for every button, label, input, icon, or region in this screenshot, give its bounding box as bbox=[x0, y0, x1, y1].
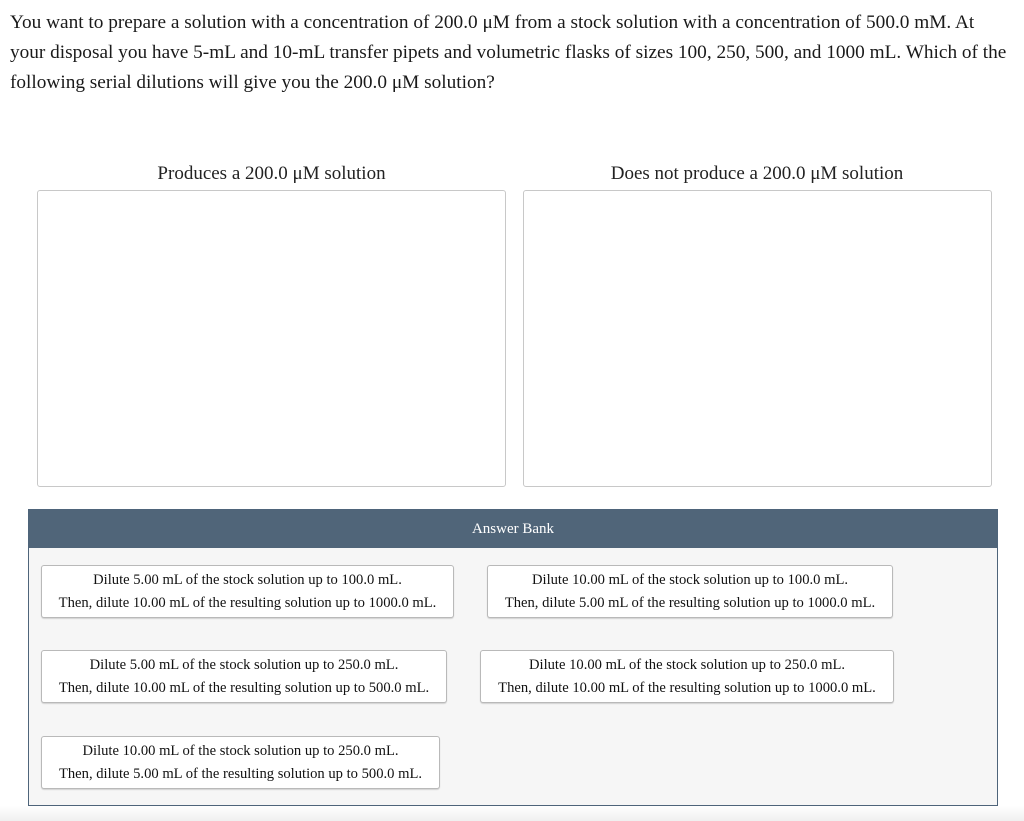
answer-card[interactable] bbox=[41, 736, 440, 789]
answer-card-line-2: Then, dilute 10.00 mL of the resulting solution up to 1000.0 mL. bbox=[498, 680, 876, 696]
answer-bank bbox=[28, 509, 998, 806]
drop-zone-produces[interactable] bbox=[37, 190, 506, 487]
answer-card-line-1: Dilute 10.00 mL of the stock solution up to 250.0 mL. bbox=[82, 743, 399, 759]
answer-card[interactable] bbox=[41, 650, 447, 703]
answer-card-line-1: Dilute 5.00 mL of the stock solution up to 250.0 mL. bbox=[89, 657, 399, 673]
answer-card[interactable] bbox=[487, 565, 893, 618]
answer-card-line-2: Then, dilute 5.00 mL of the resulting solution up to 500.0 mL. bbox=[58, 766, 423, 782]
answer-card[interactable] bbox=[41, 565, 454, 618]
answer-card-line-1: Dilute 10.00 mL of the stock solution up to 250.0 mL. bbox=[528, 657, 846, 673]
answer-card-line-1: Dilute 10.00 mL of the stock solution up to 100.0 mL. bbox=[531, 572, 849, 588]
answer-card-line-2: Then, dilute 10.00 mL of the resulting solution up to 500.0 mL. bbox=[58, 680, 430, 696]
bin-title-does-not-produce: Does not produce a 200.0 μM solution bbox=[610, 163, 904, 184]
answer-card-line-1: Dilute 5.00 mL of the stock solution up to 100.0 mL. bbox=[93, 572, 402, 588]
answer-card-line-2: Then, dilute 10.00 mL of the resulting solution up to 1000.0 mL. bbox=[58, 595, 437, 611]
answer-card[interactable] bbox=[480, 650, 894, 703]
drop-zone-does-not-produce[interactable] bbox=[523, 190, 992, 487]
question-text: You want to prepare a solution with a concentration of 200.0 μM from a stock solution with a concentration of 500.0 mM. At your disposal you have 5-mL and 10-mL transfer pipets and volumetric flasks of sizes 100, 250, 500, and 1000 mL. Which of the following serial dilutions will give you the 200.0 μM solution? bbox=[10, 12, 1007, 93]
bin-title-produces: Produces a 200.0 μM solution bbox=[157, 163, 386, 184]
answer-card-line-2: Then, dilute 5.00 mL of the resulting solution up to 1000.0 mL. bbox=[504, 595, 876, 611]
bottom-edge-shade bbox=[0, 806, 1024, 821]
answer-bank-header: Answer Bank bbox=[29, 510, 997, 548]
